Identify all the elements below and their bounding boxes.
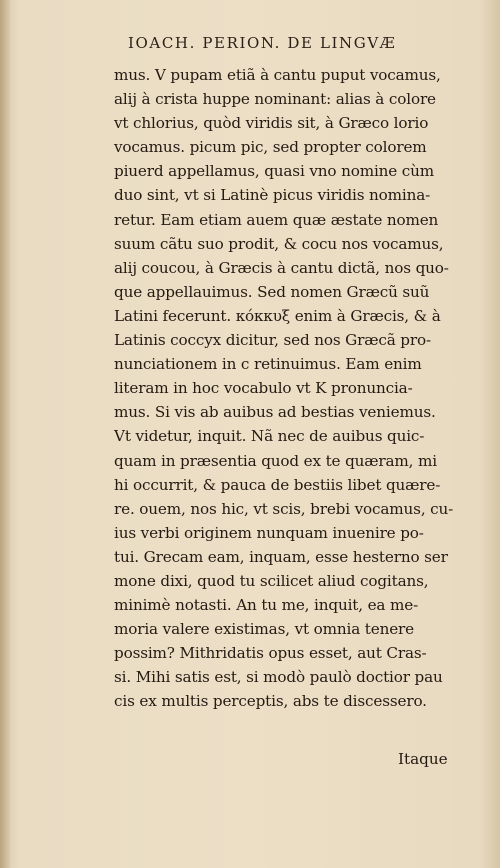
text-line-6: duo sint, vt si Latinè picus viridis nomina-	[114, 186, 431, 205]
page-gutter-shadow	[0, 0, 10, 868]
catchword: Itaque	[398, 750, 448, 768]
text-line-26: si. Mihi satis est, si modò paulò doctior pau	[114, 668, 443, 687]
text-line-3: vt chlorius, quòd viridis sit, à Græco lorio	[114, 114, 429, 133]
body-text	[114, 63, 466, 714]
text-line-20: ius verbi originem nunquam inuenire po-	[114, 523, 424, 542]
text-line-5: piuerd appellamus, quasi vno nomine cùm	[114, 162, 435, 181]
text-line-13: nunciationem in c retinuimus. Eam enim	[114, 355, 422, 374]
text-line-11: Latini fecerunt. κόκκυξ enim à Græcis, & à	[114, 306, 441, 325]
text-line-19: re. ouem, nos hic, vt scis, brebi vocamus, cu-	[114, 499, 454, 518]
text-line-2: alij à crista huppe nominant: alias à colore	[114, 90, 436, 109]
text-line-18: hi occurrit, & pauca de bestiis libet quære-	[114, 475, 441, 494]
text-line-17: quam in præsentia quod ex te quæram, mi	[114, 451, 437, 470]
text-line-14: literam in hoc vocabulo vt K pronuncia-	[114, 379, 413, 398]
text-line-24: moria valere existimas, vt omnia tenere	[114, 620, 415, 639]
text-line-1: mus. V pupam etiã à cantu puput vocamus,	[114, 66, 441, 84]
text-line-15: mus. Si vis ab auibus ad bestias veniemus.	[114, 403, 436, 422]
running-header: IOACH. PERION. DE LINGVÆ	[128, 34, 397, 52]
text-line-16: Vt videtur, inquit. Nã nec de auibus quic-	[114, 427, 425, 446]
text-line-9: alij coucou, à Græcis à cantu dictã, nos quo-	[114, 258, 449, 277]
text-line-10: que appellauimus. Sed nomen Græcũ suũ	[114, 282, 430, 301]
text-line-8: suum cãtu suo prodit, & cocu nos vocamus,	[114, 234, 444, 253]
text-line-23: minimè notasti. An tu me, inquit, ea me-	[114, 596, 419, 615]
text-line-25: possim? Mithridatis opus esset, aut Cras-	[114, 644, 427, 663]
text-line-27: cis ex multis perceptis, abs te discessero.	[114, 692, 427, 711]
text-line-4: vocamus. picum pic, sed propter colorem	[114, 138, 427, 157]
text-line-7: retur. Eam etiam auem quæ æstate nomen	[114, 210, 439, 229]
text-line-21: tui. Grecam eam, inquam, esse hesterno ser	[114, 547, 448, 566]
text-line-22: mone dixi, quod tu scilicet aliud cogitans,	[114, 571, 429, 590]
text-line-12: Latinis coccyx dicitur, sed nos Græcã pro-	[114, 331, 431, 350]
